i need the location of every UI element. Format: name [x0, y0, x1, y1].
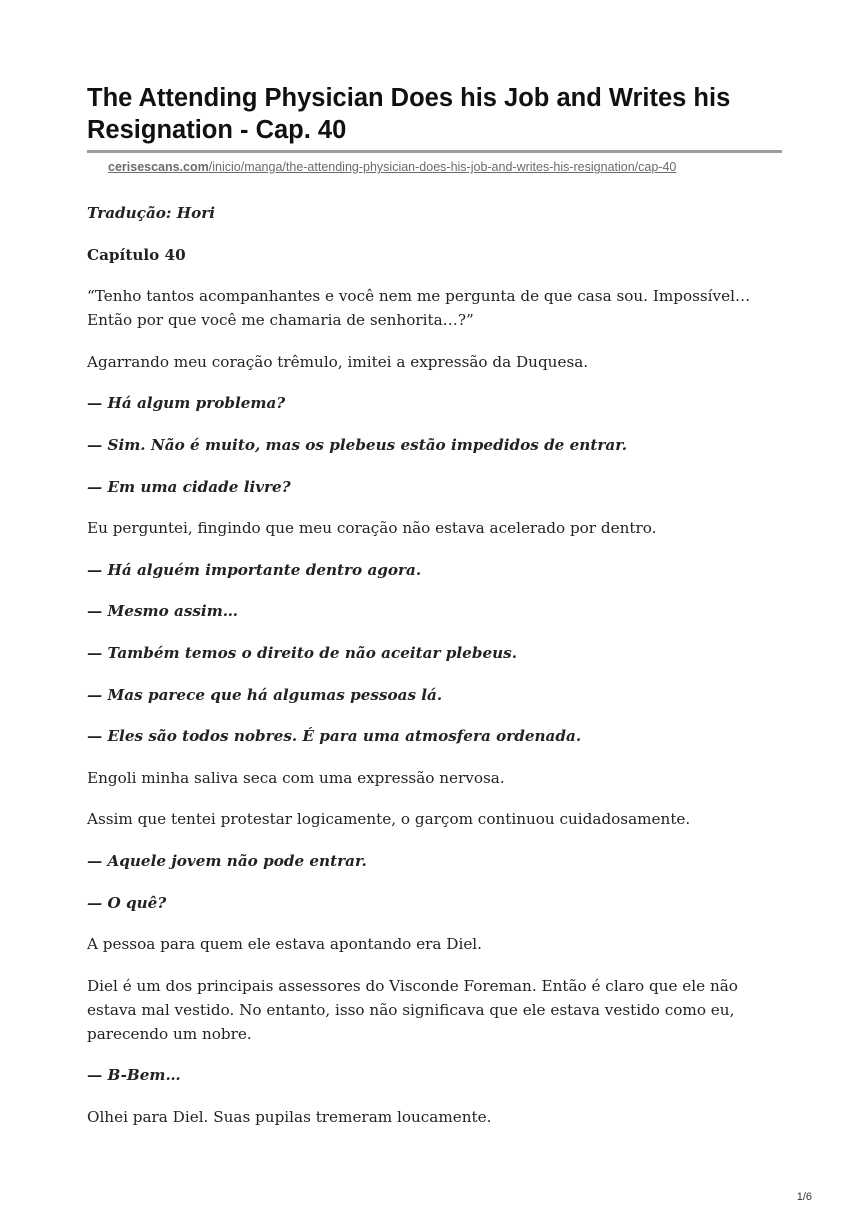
- document-title: The Attending Physician Does his Job and Writes his Resignation - Cap. 40: [87, 84, 731, 144]
- paragraph: — Há algum problema?: [87, 394, 286, 413]
- paragraph: Eu perguntei, fingindo que meu coração não estava acelerado por dentro.: [87, 519, 657, 538]
- paragraph: — O quê?: [87, 893, 167, 912]
- paragraph: Olhei para Diel. Suas pupilas tremeram loucamente.: [87, 1107, 492, 1126]
- paragraph: — Há alguém importante dentro agora.: [87, 560, 422, 579]
- paragraph: — Mas parece que há algumas pessoas lá.: [87, 685, 443, 704]
- source-url-path: /inicio/manga/the-attending-physician-does-his-job-and-writes-his-resignation/cap-40: [208, 160, 677, 174]
- paragraph: A pessoa para quem ele estava apontando era Diel.: [87, 935, 482, 954]
- page-number: 1/6: [796, 1191, 812, 1203]
- source-url-domain: cerisescans.com: [108, 160, 209, 174]
- paragraph: — Sim. Não é muito, mas os plebeus estão impedidos de entrar.: [87, 435, 628, 454]
- paragraph: — Também temos o direito de não aceitar plebeus.: [87, 643, 518, 662]
- paragraph: Tradução: Hori: [87, 204, 216, 222]
- paragraph: Assim que tentei protestar logicamente, o garçom continuou cuidadosamente.: [87, 810, 691, 829]
- paragraph: — Mesmo assim…: [87, 602, 238, 621]
- paragraph: — Aquele jovem não pode entrar.: [87, 851, 367, 870]
- source-url-link[interactable]: [108, 159, 676, 175]
- paragraph: Agarrando meu coração trêmulo, imitei a expressão da Duquesa.: [87, 352, 589, 371]
- paragraph: — Em uma cidade livre?: [87, 477, 291, 496]
- paragraph: Diel é um dos principais assessores do Visconde Foreman. Então é claro que ele não estava mal vestido. No entanto, isso não significava que ele estava vestido como eu, parecendo um nobre.: [87, 976, 738, 1043]
- paragraph: Capítulo 40: [87, 245, 186, 264]
- paragraph: — Eles são todos nobres. É para uma atmosfera ordenada.: [87, 727, 582, 746]
- paragraph: — B-Bem…: [87, 1066, 181, 1085]
- paragraph: “Tenho tantos acompanhantes e você nem me pergunta de que casa sou. Impossível… Então por que você me chamaria de senhorita…?”: [87, 287, 751, 330]
- chapter-content: [87, 201, 767, 1146]
- paragraph: Engoli minha saliva seca com uma expressão nervosa.: [87, 768, 505, 787]
- title-divider: [87, 150, 782, 153]
